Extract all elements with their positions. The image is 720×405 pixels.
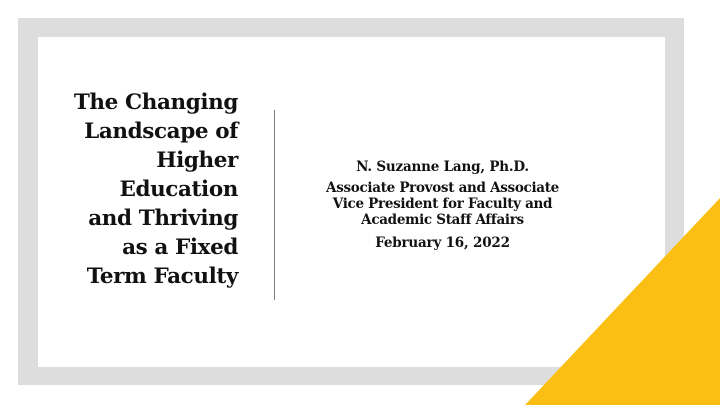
presenter-name: N. Suzanne Lang, Ph.D.	[356, 159, 529, 175]
presenter-role: Associate Provost and Associate Vice President for Faculty and Academic Staff Affairs	[326, 180, 559, 228]
presenter-info	[300, 158, 585, 252]
presentation-date: February 16, 2022	[375, 235, 510, 251]
vertical-divider	[274, 110, 275, 300]
presentation-title: The Changing Landscape of Higher Education and Thriving as a Fixed Term Faculty	[73, 90, 238, 289]
